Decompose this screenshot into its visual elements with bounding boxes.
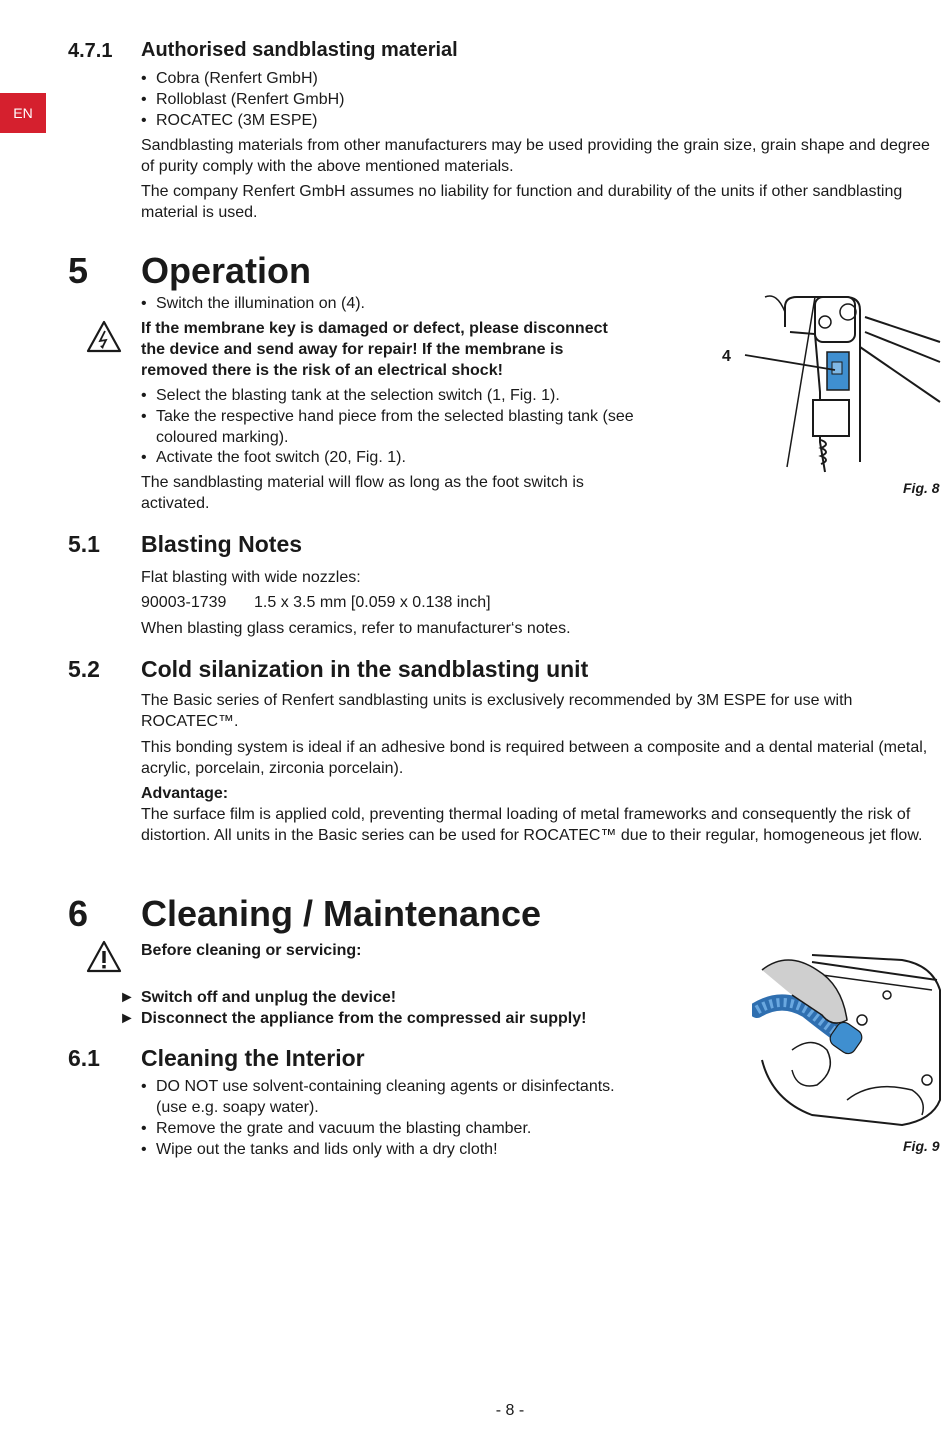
- paragraph: The Basic series of Renfert sandblasting units is exclusively recommended by 3M ESPE for use with ROCATEC™.: [141, 692, 853, 730]
- figure-label: Fig. 8: [903, 480, 940, 496]
- paragraph: The sandblasting material will flow as long as the foot switch is activated.: [141, 474, 584, 512]
- section-number: 5.2: [68, 656, 100, 682]
- section-number: 6.1: [68, 1045, 100, 1071]
- chapter-number: 5: [68, 250, 89, 291]
- list-item: • Take the respective hand piece from the selected blasting tank (see coloured marking).: [141, 408, 634, 446]
- chapter-number: 6: [68, 893, 89, 934]
- warning-text: If the membrane key is damaged or defect, please disconnect the device and send away for repair! If the membrane is removed there is the risk of an electrical shock!: [141, 320, 608, 379]
- figure-label: Fig. 9: [903, 1138, 940, 1154]
- list-item: • Rolloblast (Renfert GmbH): [141, 91, 345, 108]
- list-item: • Select the blasting tank at the selection switch (1, Fig. 1).: [141, 387, 560, 404]
- action-item: ► Switch off and unplug the device!: [119, 989, 397, 1006]
- list-item: • DO NOT use solvent-containing cleaning agents or disinfectants. (use e.g. soapy water).: [141, 1078, 615, 1116]
- chapter-title: Cleaning / Maintenance: [141, 893, 542, 934]
- part-description: 1.5 x 3.5 mm [0.059 x 0.138 inch]: [254, 594, 491, 611]
- list-item: • Remove the grate and vacuum the blasting chamber.: [141, 1120, 532, 1137]
- paragraph: The surface film is applied cold, preventing thermal loading of metal frameworks and consequently the risk of distortion. All units in the Basic series can be used for ROCATEC™ due to their regular, homogeneous jet flow.: [141, 806, 923, 844]
- action-item: ► Disconnect the appliance from the compressed air supply!: [119, 1010, 587, 1027]
- list-item: • Wipe out the tanks and lids only with a dry cloth!: [141, 1141, 498, 1158]
- list-item: • Activate the foot switch (20, Fig. 1).: [141, 449, 406, 466]
- page-number: - 8 -: [495, 1402, 525, 1419]
- list-item: • Cobra (Renfert GmbH): [141, 70, 318, 87]
- paragraph: The company Renfert GmbH assumes no liability for function and durability of the units if other sandblasting material is used.: [141, 183, 903, 221]
- section-title: Cold silanization in the sandblasting unit: [141, 656, 589, 682]
- section-title: Cleaning the Interior: [141, 1045, 365, 1071]
- arrow-icon: ►: [119, 1010, 135, 1027]
- advantage-label: Advantage:: [141, 785, 229, 802]
- paragraph: Flat blasting with wide nozzles:: [141, 569, 361, 586]
- warning-icon: [86, 940, 122, 974]
- section-number: 5.1: [68, 531, 100, 557]
- warning-text: Before cleaning or servicing:: [141, 942, 362, 959]
- section-number: 4.7.1: [68, 40, 113, 62]
- arrow-icon: ►: [119, 989, 135, 1006]
- chapter-title: Operation: [141, 250, 312, 291]
- part-number: 90003-1739: [141, 594, 227, 611]
- paragraph: Sandblasting materials from other manufacturers may be used providing the grain size, grain shape and degree of purity comply with the above mentioned materials.: [141, 137, 930, 175]
- cleaning-interior-figure: [752, 950, 942, 1132]
- paragraph: When blasting glass ceramics, refer to manufacturer‘s notes.: [141, 620, 571, 637]
- section-title: Authorised sandblasting material: [141, 39, 458, 61]
- list-item: • ROCATEC (3M ESPE): [141, 112, 318, 129]
- illumination-switch-figure: [715, 292, 945, 482]
- figure-callout: 4: [722, 348, 731, 365]
- section-title: Blasting Notes: [141, 531, 303, 557]
- paragraph: This bonding system is ideal if an adhesive bond is required between a composite and a dental material (metal, acrylic, porcelain, zirconia porcelain).: [141, 739, 928, 777]
- electric-shock-warning-icon: [86, 320, 122, 354]
- list-item: • Switch the illumination on (4).: [141, 295, 365, 312]
- language-tab: EN: [0, 93, 46, 133]
